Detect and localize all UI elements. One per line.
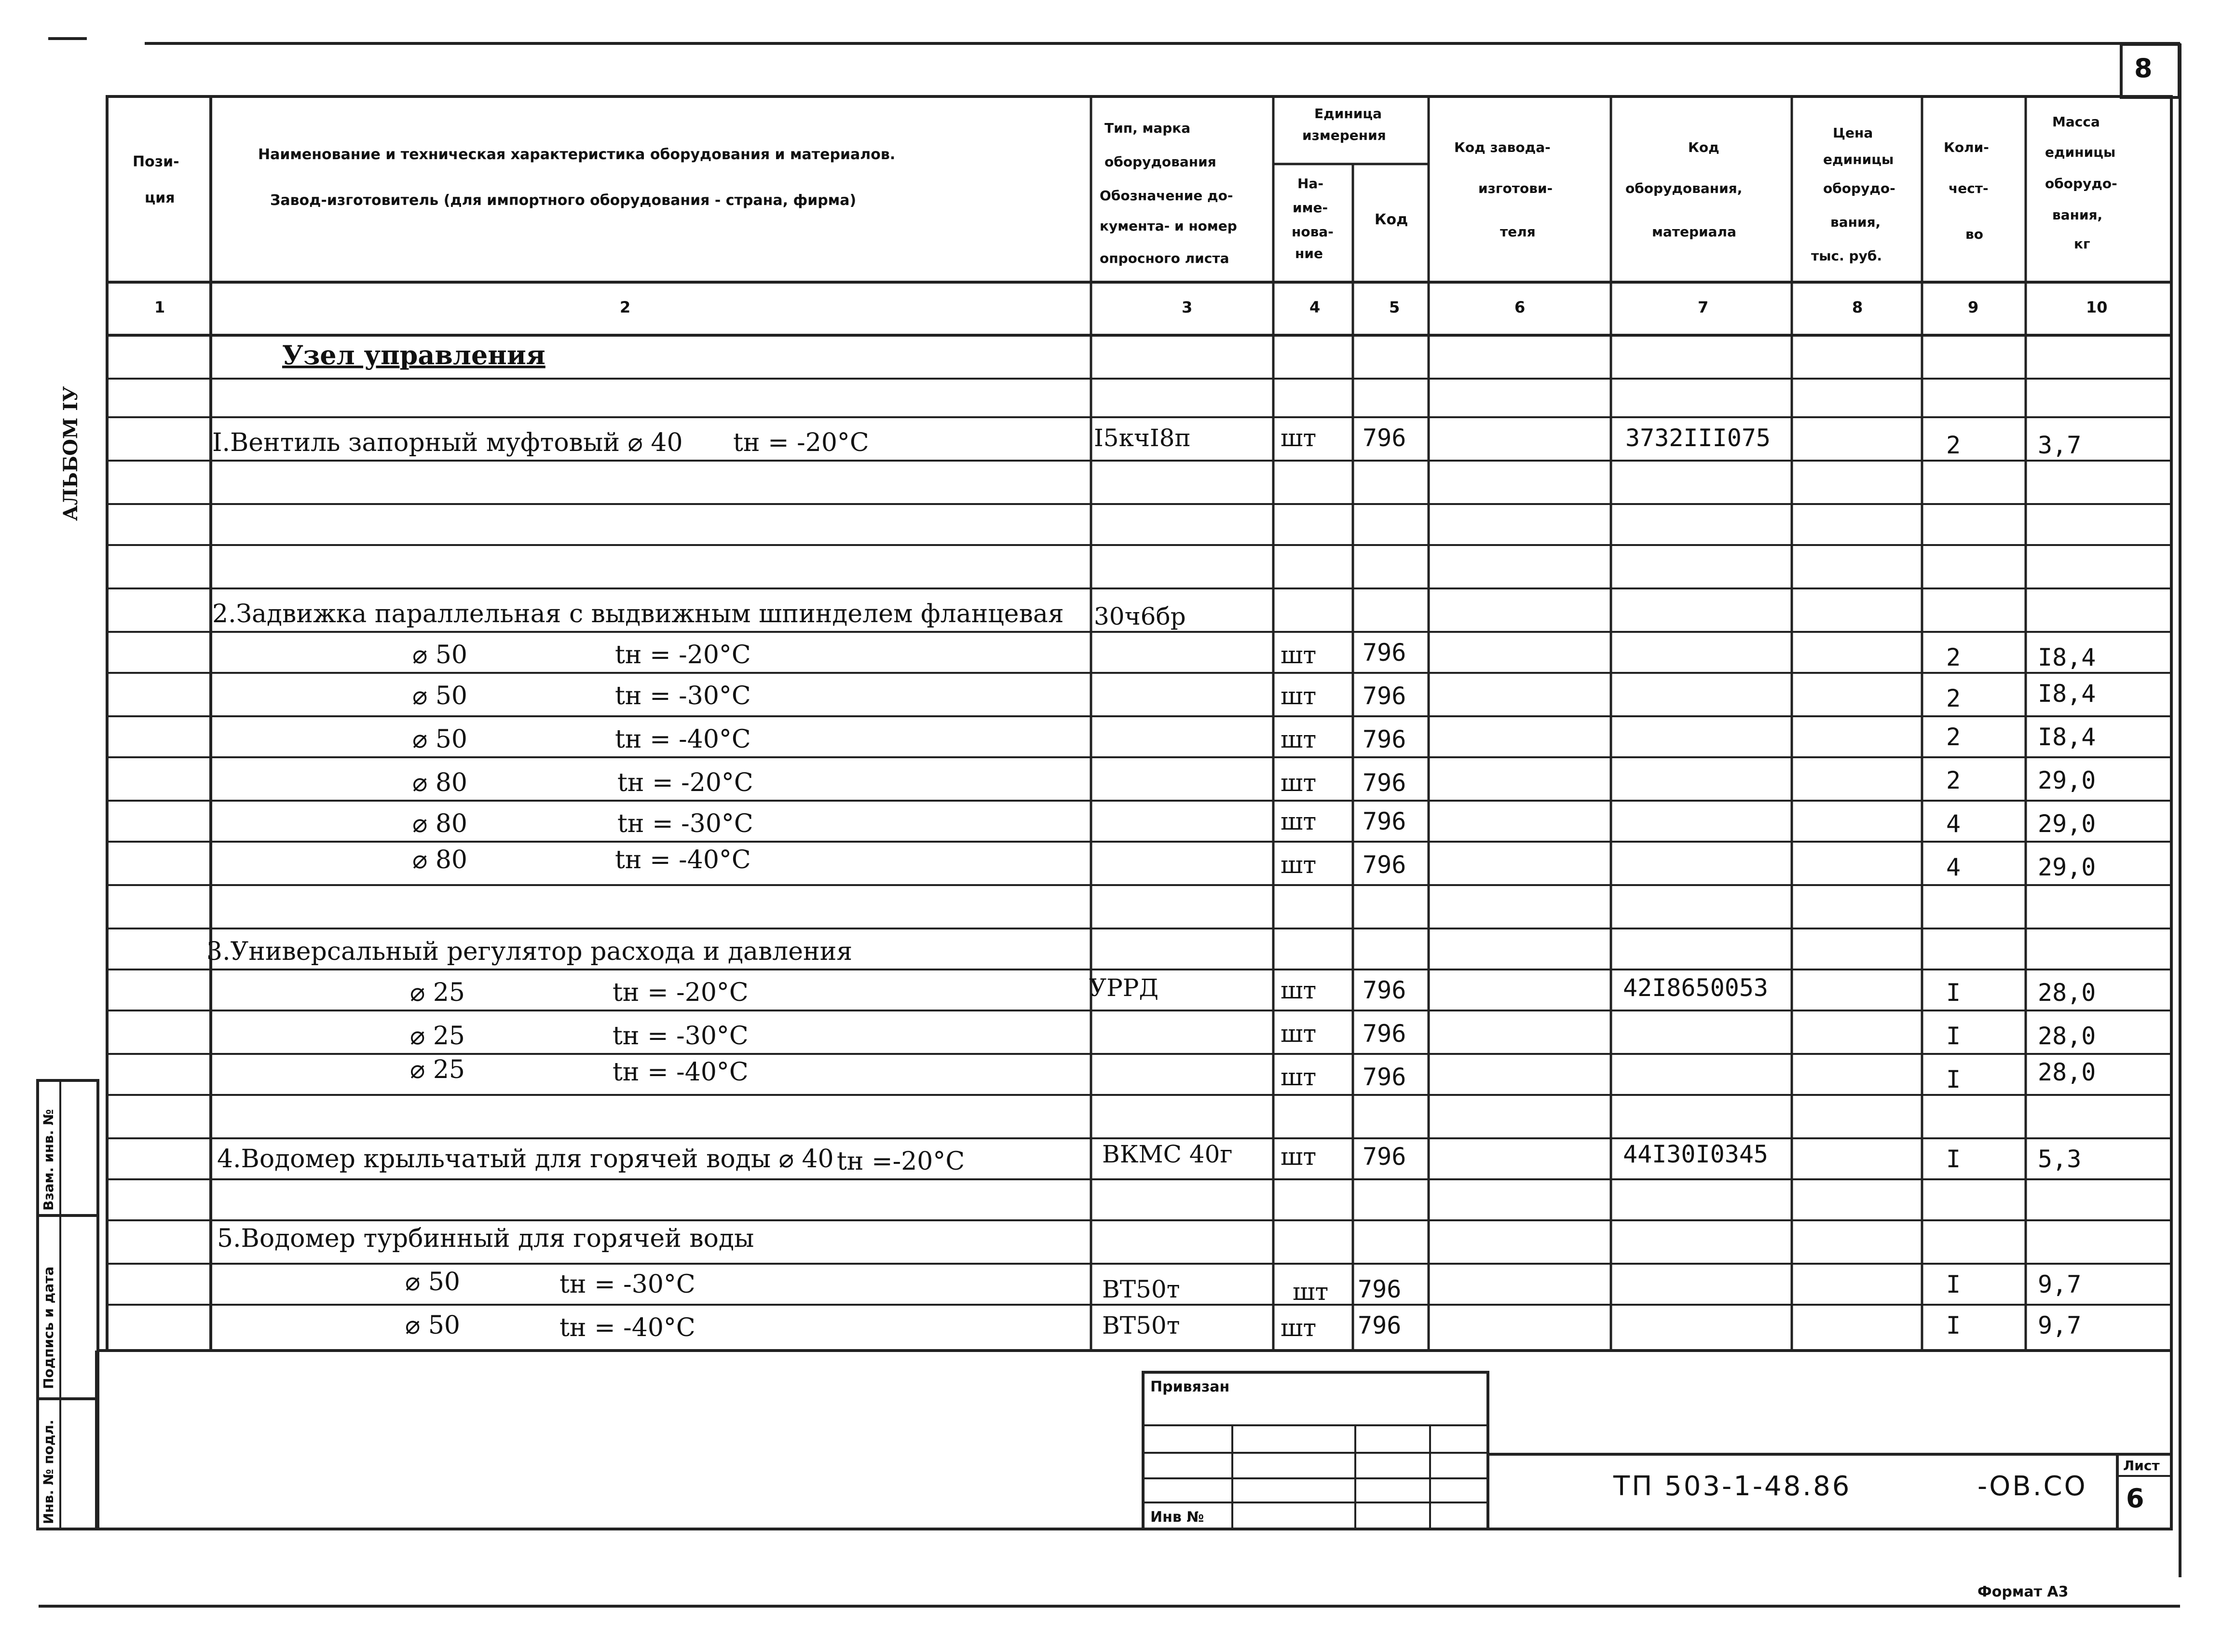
header-col1-l1: Пози- [133, 153, 179, 170]
header-col4-l4: ние [1295, 246, 1323, 261]
item-unit-code: 796 [1363, 424, 1406, 452]
item-unit: шт [1281, 725, 1317, 753]
item-qty: I [1946, 1311, 1961, 1339]
page-number: 8 [2134, 53, 2153, 83]
table-row [217, 1224, 754, 1253]
header-col6-l3: теля [1500, 224, 1536, 240]
item-equip-code: 42I8650053 [1623, 974, 1769, 1002]
header-col3-l5: опросного листа [1100, 250, 1229, 266]
item-name: ⌀ 50 [412, 682, 468, 710]
table-row [412, 723, 2096, 754]
header-col8-l3: оборудо- [1823, 180, 1895, 196]
item-type: ВТ50т [1102, 1275, 1180, 1303]
item-temp: tн = -30°C [559, 1270, 695, 1299]
header-col10-l1: Масса [2052, 114, 2100, 130]
item-qty: I [1946, 1065, 1961, 1093]
item-unit: шт [1281, 976, 1317, 1004]
item-temp: tн = -30°C [617, 809, 753, 838]
item-equip-code: 3732III075 [1625, 424, 1771, 452]
item-name: ⌀ 80 [412, 768, 468, 797]
header-col10-l2: единицы [2045, 144, 2116, 160]
item-name: I.Вентиль запорный муфтовый ⌀ 40 [212, 428, 683, 457]
item-mass: 28,0 [2038, 1058, 2096, 1086]
item-qty: 4 [1946, 853, 1961, 881]
header-col7-l2: оборудования, [1625, 180, 1743, 196]
table-row [212, 600, 1186, 630]
item-mass: 29,0 [2038, 853, 2096, 881]
header-col6-l1: Код завода- [1454, 139, 1551, 155]
item-mass: I8,4 [2038, 643, 2096, 671]
item-unit-code: 796 [1363, 769, 1406, 797]
item-unit: шт [1281, 851, 1317, 879]
item-qty: 2 [1946, 766, 1961, 794]
item-qty: I [1946, 1270, 1961, 1298]
table-header [133, 106, 2117, 266]
item-qty: I [1946, 979, 1961, 1007]
header-col3-l1: Тип, марка [1104, 120, 1191, 136]
header-col3-l4: кумента- и номер [1100, 218, 1237, 234]
item-name: ⌀ 80 [412, 809, 468, 838]
header-col5: Код [1375, 211, 1408, 228]
document-code: ТП 503-1-48.86 [1613, 1471, 1852, 1502]
col-num-10: 10 [2086, 298, 2108, 316]
item-unit: шт [1281, 807, 1317, 835]
table-row [410, 1020, 2096, 1051]
item-name: ⌀ 50 [405, 1311, 461, 1340]
item-unit: шт [1281, 641, 1317, 669]
sheet-number: 6 [2126, 1483, 2144, 1514]
header-col4-l2: име- [1293, 200, 1328, 216]
item-mass: 3,7 [2038, 431, 2082, 459]
header-col8-l5: тыс. руб. [1811, 248, 1882, 264]
sheet-label: Лист [2123, 1458, 2160, 1474]
item-qty: I [1946, 1145, 1961, 1173]
item-qty: I [1946, 1022, 1961, 1050]
table-row [405, 1268, 2081, 1306]
binding-stamp [1143, 1372, 1488, 1529]
header-col1-l2: ция [145, 190, 175, 206]
format-label: Формат А3 [1977, 1584, 2069, 1600]
col-num-5: 5 [1389, 298, 1400, 316]
table-row [412, 766, 2096, 797]
table-row [412, 846, 2096, 881]
header-col10-l5: кг [2074, 236, 2090, 252]
col-num-9: 9 [1968, 298, 1979, 316]
item-unit-code: 796 [1363, 1020, 1406, 1048]
item-unit-code: 796 [1363, 1063, 1406, 1091]
item-mass: I8,4 [2038, 723, 2096, 751]
item-mass: 29,0 [2038, 766, 2096, 794]
item-name: 4.Водомер крыльчатый для горячей воды ⌀ 40 [217, 1145, 834, 1174]
item-qty: 2 [1946, 723, 1961, 751]
header-col3-l3: Обозначение до- [1100, 188, 1233, 204]
table-row [410, 974, 2096, 1007]
column-number-row [154, 298, 2108, 316]
item-mass: 9,7 [2038, 1311, 2082, 1339]
header-col9-l1: Коли- [1944, 139, 1989, 155]
table-row [410, 1055, 2096, 1093]
table-row [412, 639, 2096, 671]
item-type: ВКМС 40г [1102, 1140, 1233, 1168]
item-name: ⌀ 50 [405, 1268, 461, 1297]
item-temp: tн = -20°C [615, 641, 751, 669]
item-unit: шт [1281, 1314, 1317, 1342]
table-row [217, 1140, 2081, 1176]
table-row [212, 424, 2081, 459]
item-temp: tн = -40°C [613, 1058, 749, 1087]
item-temp: tн = -20°C [617, 768, 753, 797]
item-qty: 4 [1946, 810, 1961, 838]
item-unit-code: 796 [1363, 851, 1406, 879]
item-name: 5.Водомер турбинный для горячей воды [217, 1224, 754, 1253]
item-name: 2.Задвижка параллельная с выдвижным шпинделем фланцевая [212, 600, 1064, 628]
item-name: ⌀ 25 [410, 978, 465, 1007]
side-stamp-sign-date: Подпись и дата [41, 1266, 56, 1389]
header-col7-l3: материала [1652, 224, 1736, 240]
album-label: АЛЬБОМ IУ [59, 386, 82, 521]
table-row [412, 680, 2096, 712]
item-equip-code: 44I30I0345 [1623, 1140, 1769, 1168]
header-col3-l2: оборудования [1104, 154, 1216, 170]
item-name: ⌀ 50 [412, 641, 468, 669]
item-temp: tн = -40°C [615, 846, 751, 874]
col-num-8: 8 [1852, 298, 1863, 316]
item-unit: шт [1281, 424, 1317, 452]
item-unit: шт [1281, 769, 1317, 797]
header-col10-l4: вания, [2052, 207, 2103, 223]
item-temp: tн = -20°C [613, 978, 749, 1007]
item-unit-code: 796 [1363, 1143, 1406, 1171]
item-unit: шт [1281, 682, 1317, 710]
item-qty: 2 [1946, 684, 1961, 712]
item-mass: 28,0 [2038, 979, 2096, 1007]
item-unit-code: 796 [1358, 1311, 1402, 1339]
item-name: ⌀ 80 [412, 846, 468, 874]
item-unit-code: 796 [1363, 807, 1406, 835]
item-unit-code: 796 [1363, 639, 1406, 667]
item-temp: tн = -20°C [733, 428, 869, 457]
col-num-3: 3 [1182, 298, 1193, 316]
item-name: ⌀ 50 [412, 725, 468, 754]
header-col7-l1: Код [1688, 139, 1719, 155]
col-num-1: 1 [154, 298, 165, 316]
item-mass: 9,7 [2038, 1270, 2082, 1298]
item-temp: tн = -40°C [559, 1313, 695, 1342]
header-col8-l1: Цена [1833, 125, 1873, 141]
item-temp: tн = -40°C [615, 725, 751, 754]
header-col2-l1: Наименование и техническая характеристика оборудования и материалов. [258, 146, 896, 163]
item-temp: tн = -30°C [613, 1022, 749, 1051]
header-col4-l3: нова- [1292, 224, 1334, 240]
item-unit: шт [1281, 1063, 1317, 1091]
col-num-6: 6 [1514, 298, 1526, 316]
item-type: 30ч6бр [1094, 602, 1186, 630]
header-col4-l1: На- [1297, 176, 1323, 191]
item-unit: шт [1281, 1143, 1317, 1171]
item-mass: 5,3 [2038, 1145, 2082, 1173]
table-row [206, 937, 852, 966]
header-unit-l1: Единица [1314, 106, 1382, 122]
side-stamp-replaced-inv: Взам. инв. № [41, 1109, 56, 1211]
item-mass: 29,0 [2038, 810, 2096, 838]
table-row [412, 807, 2096, 838]
item-unit-code: 796 [1363, 725, 1406, 753]
side-stamp-orig-inv: Инв. № подл. [41, 1420, 56, 1524]
col-num-4: 4 [1309, 298, 1321, 316]
item-unit-code: 796 [1358, 1275, 1402, 1303]
item-qty: 2 [1946, 643, 1961, 671]
item-temp: tн =-20°C [837, 1147, 965, 1176]
binding-stamp-label: Привязан [1150, 1379, 1230, 1395]
item-unit: шт [1281, 1020, 1317, 1048]
item-name: ⌀ 25 [410, 1055, 465, 1084]
item-unit-code: 796 [1363, 682, 1406, 710]
document-code-suffix: -ОВ.СО [1977, 1471, 2087, 1502]
col-num-2: 2 [620, 298, 631, 316]
item-name: ⌀ 25 [410, 1022, 465, 1051]
header-col10-l3: оборудо- [2045, 176, 2117, 191]
item-mass: 28,0 [2038, 1022, 2096, 1050]
item-mass: I8,4 [2038, 680, 2096, 708]
section-title: Узел управления [282, 340, 545, 370]
header-col2-l2: Завод-изготовитель (для импортного оборудования - страна, фирма) [270, 192, 857, 209]
header-col9-l3: во [1965, 226, 1983, 242]
header-col8-l2: единицы [1823, 151, 1894, 167]
header-col6-l2: изготови- [1478, 180, 1553, 196]
item-type: УРРД [1089, 974, 1159, 1002]
item-type: ВТ50т [1102, 1311, 1180, 1339]
item-name: 3.Универсальный регулятор расхода и давления [206, 937, 853, 966]
table-row [405, 1311, 2081, 1342]
item-qty: 2 [1946, 431, 1961, 459]
item-type: I5кчI8п [1094, 424, 1191, 452]
item-unit-code: 796 [1363, 976, 1406, 1004]
inv-number-label: Инв № [1150, 1509, 1204, 1526]
item-temp: tн = -30°C [615, 682, 751, 710]
col-num-7: 7 [1698, 298, 1709, 316]
item-unit: шт [1293, 1278, 1329, 1306]
header-col8-l4: вания, [1830, 214, 1881, 230]
header-unit-l2: измерения [1302, 127, 1386, 143]
table-body [206, 424, 2096, 1342]
header-col9-l2: чест- [1949, 180, 1989, 196]
